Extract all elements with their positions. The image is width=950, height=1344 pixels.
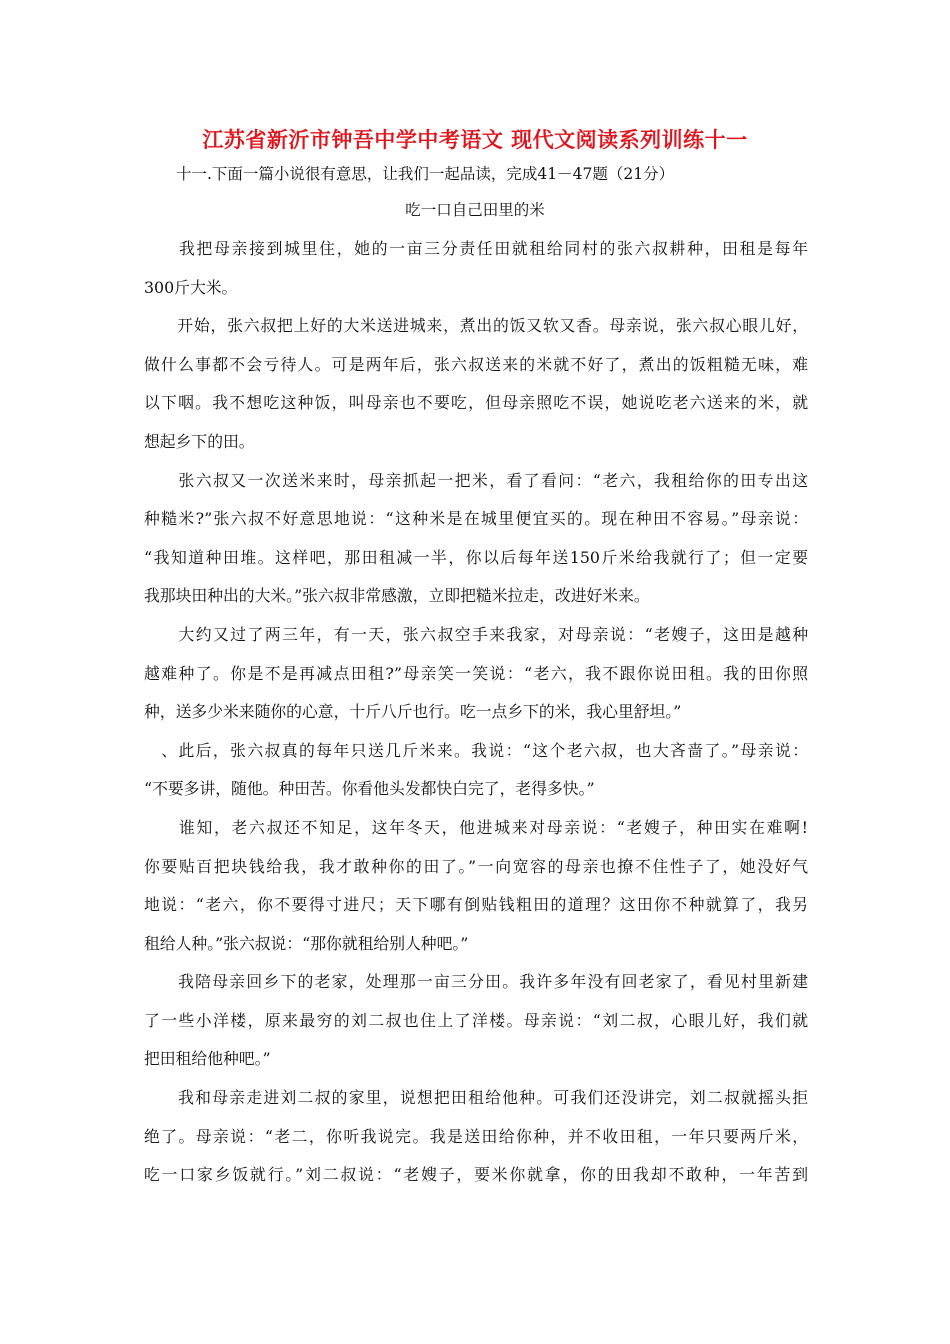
text-line: 越难种了。你是不是再减点田租?”母亲笑一笑说：“老六，我不跟你说田租。我的田你照 xyxy=(144,663,808,683)
text-line: 绝了。母亲说：“老二，你听我说完。我是送田给你种，并不收田租，一年只要两斤米， xyxy=(144,1126,808,1146)
story-body xyxy=(144,230,808,1195)
story-title: 吃一口自己田里的米 xyxy=(405,201,545,219)
text-line: 了一些小洋楼，原来最穷的刘二叔也住上了洋楼。母亲说：“刘二叔，心眼儿好，我们就 xyxy=(144,1010,808,1030)
text-line: 300斤大米。 xyxy=(144,277,238,297)
text-line: “我知道种田堆。这样吧，那田租减一半，你以后每年送150斤米给我就行了；但一定要 xyxy=(144,547,808,567)
text-line: 做什么事都不会亏待人。可是两年后，张六叔送来的米就不好了，煮出的饭粗糙无味，难 xyxy=(144,354,808,374)
text-line: 我和母亲走进刘二叔的家里，说想把田租给他种。可我们还没讲完，刘二叔就摇头拒 xyxy=(144,1088,808,1108)
text-line: 地说：“老六，你不要得寸进尺；天下哪有倒贴钱粗田的道理？这田你不种就算了，我另 xyxy=(144,895,808,915)
text-line: 大约又过了两三年，有一天，张六叔空手来我家，对母亲说：“老嫂子，这田是越种 xyxy=(144,624,808,644)
text-line: 你要贴百把块钱给我，我才敢种你的田了。”一向宽容的母亲也撩不住性子了，她没好气 xyxy=(144,856,808,876)
text-line: “不要多讲，随他。种田苦。你看他头发都快白完了，老得多快。” xyxy=(144,779,595,799)
text-line: 以下咽。我不想吃这种饭，叫母亲也不要吃，但母亲照吃不误，她说吃老六送来的米，就 xyxy=(144,393,808,413)
text-line: 租给人种。”张六叔说：“那你就租给别人种吧。” xyxy=(144,933,469,953)
text-line: 把田租给他种吧。” xyxy=(144,1049,271,1069)
text-line: 我把母亲接到城里住，她的一亩三分责任田就租给同村的张六叔耕种，田租是每年 xyxy=(144,239,808,258)
text-line: 开始，张六叔把上好的大米送进城来，煮出的饭又软又香。母亲说，张六叔心眼儿好， xyxy=(144,316,808,336)
text-line: 我那块田种出的大米。”张六叔非常感激，立即把糙米拉走，改进好米来。 xyxy=(144,586,650,606)
text-line: 想起乡下的田。 xyxy=(144,431,255,451)
text-line: 、此后，张六叔真的每年只送几斤米来。我说：“这个老六叔，也大吝啬了。”母亲说： xyxy=(144,740,808,760)
text-line: 我陪母亲回乡下的老家，处理那一亩三分田。我许多年没有回老家了，看见村里新建 xyxy=(144,972,808,992)
text-line: 吃一口家乡饭就行。”刘二叔说：“老嫂子，要米你就拿，你的田我却不敢种，一年苦到 xyxy=(144,1165,808,1185)
text-line: 种糙米?”张六叔不好意思地说：“这种米是在城里便宜买的。现在种田不容易。”母亲说： xyxy=(144,509,808,529)
question-intro: 十一.下面一篇小说很有意思，让我们一起品读，完成41－47题（21分） xyxy=(176,165,675,183)
text-line: 张六叔又一次送米来时，母亲抓起一把米，看了看问：“老六，我租给你的田专出这 xyxy=(144,470,808,490)
text-line: 谁知，老六叔还不知足，这年冬天，他进城来对母亲说：“老嫂子，种田实在难啊! xyxy=(144,817,808,837)
text-line: 种，送多少米来随你的心意，十斤八斤也行。吃一点乡下的米，我心里舒坦。” xyxy=(144,702,682,722)
document-title: 江苏省新沂市钟吾中学中考语文 现代文阅读系列训练十一 xyxy=(202,127,748,152)
